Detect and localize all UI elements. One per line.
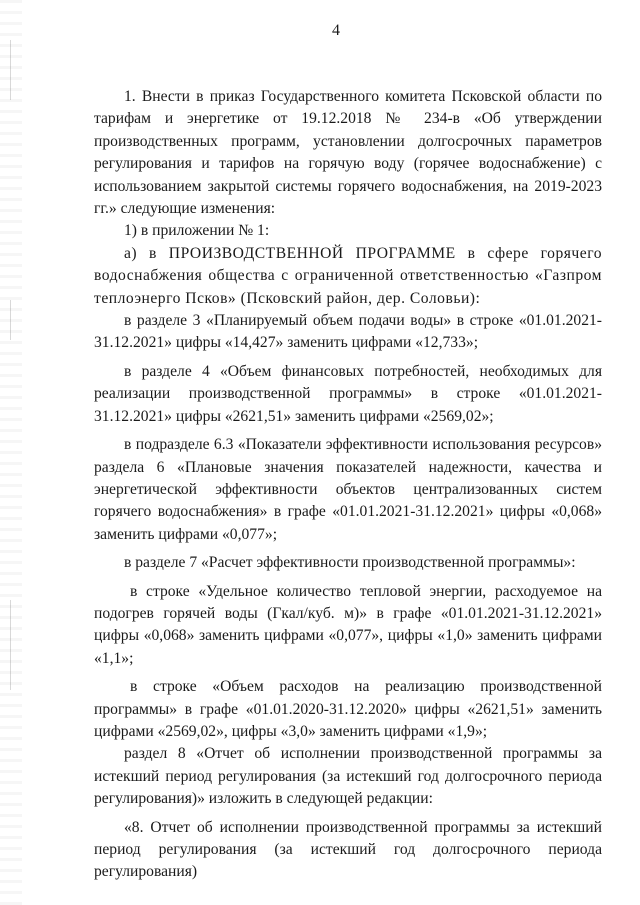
page-number: 4 (332, 22, 340, 39)
paragraph-amendment-intro: 1. Внести в приказ Государственного комитета Псковской области по тарифам и энергетике от 19.12.2018 № 234-в «Об утверждении производственных программ, установлении долгосрочных параметров регулирования и тарифов на горячую воду (горячее водоснабжение) с использованием закрытой системы горячего водоснабжения, на 2019-2023 гг.» следующие изменения: (94, 88, 602, 218)
paragraph-section-4: в разделе 4 «Объем финансовых потребностей, необходимых для реализации производственной программы» в строке «01.01.2021-31.12.2021» цифры «2621,51» заменить цифрами «2569,02»; (94, 362, 602, 425)
scan-mark (10, 300, 11, 340)
paragraph-section-8-new-text: «8. Отчет об исполнении производственной программы за истекший период регулирования (за истекший год долгосрочного периода регулирования) (94, 818, 602, 881)
paragraph-appendix-1: 1) в приложении № 1: (124, 222, 270, 240)
scan-mark (10, 600, 11, 690)
scan-edge-artifact (0, 0, 22, 905)
paragraph-section-8: раздел 8 «Отчет об исполнении производственной программы за истекший период регулирования (за истекший год долгосрочного периода регулирования)» изложить в следующей редакции: (94, 745, 602, 808)
paragraph-production-program: а) в ПРОИЗВОДСТВЕННОЙ ПРОГРАММЕ в сфере горячего водоснабжения общества с ограниченной ответственностью «Газпром теплоэнерго Псков» (Псковский район, дер. Соловьи): (94, 244, 602, 307)
paragraph-subsection-6-3: в подразделе 6.3 «Показатели эффективности использования ресурсов» раздела 6 «Плановые значения показателей надежности, качества и энергетической эффективности объектов централизованных систем горячего водоснабжения» в графе «01.01.2021-31.12.2021» цифры «0,068» заменить цифрами «0,077»; (94, 436, 602, 543)
paragraph-section-3: в разделе 3 «Планируемый объем подачи воды» в строке «01.01.2021-31.12.2021» цифры «14,427» заменить цифрами «12,733»; (94, 312, 602, 352)
scan-mark (10, 40, 11, 100)
paragraph-specific-heat-row: в строке «Удельное количество тепловой энергии, расходуемое на подогрев горячей воды (Гкал/куб. м)» в графе «01.01.2021-31.12.2021» цифры «0,068» заменить цифрами «0,077», цифры «1,0» заменить цифрами «1,1»; (94, 582, 602, 667)
paragraph-expenses-row: в строке «Объем расходов на реализацию производственной программы» в графе «01.01.2020-31.12.2020» цифры «2621,51» заменить цифрами «2569,02», цифры «3,0» заменить цифрами «1,9»; (94, 678, 602, 740)
document-body (94, 86, 602, 884)
paragraph-section-7: в разделе 7 «Расчет эффективности производственной программы»: (124, 554, 576, 572)
